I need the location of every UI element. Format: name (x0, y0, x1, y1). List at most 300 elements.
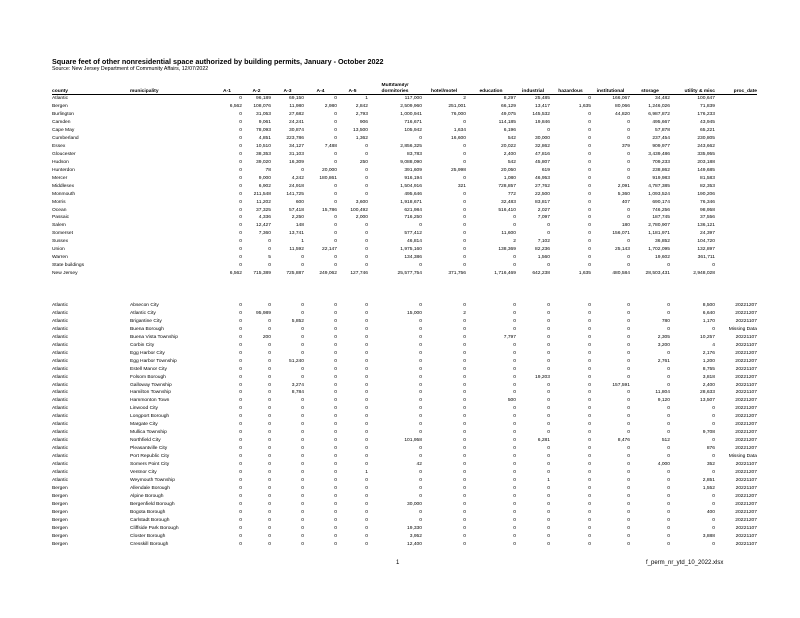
cell-col-8: 371,756 (448, 271, 466, 277)
cell-col-12: 0 (627, 120, 630, 126)
cell-col-9: 0 (513, 541, 516, 547)
cell-col-2: 0 (239, 255, 242, 261)
municipality-row (52, 342, 757, 350)
cell-col-2: 0 (239, 358, 242, 364)
cell-col-12: 0 (627, 390, 630, 396)
cell-col-14: 71,839 (700, 104, 715, 110)
cell-col-8: 25,998 (451, 167, 466, 173)
cell-col-6: 1 (365, 96, 368, 102)
cell-col-14: 81,583 (700, 175, 715, 181)
cell-col-10: 27,762 (535, 183, 550, 189)
cell-county: Atlantic (52, 374, 69, 380)
cell-col-7: 0 (419, 485, 422, 491)
cell-col-7: 621,984 (404, 207, 422, 213)
cell-col-11: 0 (588, 175, 591, 181)
cell-col-15 (715, 135, 757, 143)
municipality-row (52, 501, 757, 509)
cell-county: Atlantic (52, 326, 69, 332)
cell-municipality (130, 167, 212, 175)
cell-col-7: 46,814 (407, 239, 422, 245)
cell-col-4: 0 (301, 485, 304, 491)
cell-col-9: 516,410 (498, 207, 516, 213)
cell-col-5: 0 (334, 239, 337, 245)
cell-col-15 (715, 175, 757, 183)
cell-col-5: 0 (334, 430, 337, 436)
cell-col-4: 0 (301, 446, 304, 452)
cell-col-7: 105,942 (404, 128, 422, 133)
cell-col-6: 250 (359, 159, 368, 165)
cell-col-12: 480,584 (612, 271, 630, 277)
cell-col-10: 2,027 (537, 207, 550, 213)
municipality-row (52, 358, 757, 366)
column-header: hazardous (550, 83, 591, 95)
cell-col-11: 0 (588, 390, 591, 396)
cell-col-6: 1,362 (355, 135, 368, 141)
cell-col-11: 0 (588, 263, 591, 269)
cell-county: Bergen (52, 525, 68, 531)
cell-col-15: 20221107 (735, 318, 757, 324)
cell-col-12: 0 (627, 517, 630, 523)
cell-col-11: 0 (588, 342, 591, 348)
cell-col-13: 0 (667, 382, 670, 388)
cell-col-15: 20221207 (735, 446, 757, 452)
cell-col-10: 0 (547, 366, 550, 372)
cell-col-13: 690,174 (652, 199, 670, 205)
cell-col-6: 0 (365, 167, 368, 173)
cell-municipality (130, 135, 212, 143)
cell-col-13: 2,761 (657, 358, 670, 364)
municipality-row (52, 397, 757, 405)
cell-col-7: 1,918,671 (400, 199, 422, 205)
cell-col-11: 0 (588, 374, 591, 380)
cell-county: Atlantic (52, 350, 69, 356)
cell-col-5: 0 (334, 438, 337, 444)
cell-col-5: 0 (334, 199, 337, 205)
cell-col-13: 0 (667, 422, 670, 428)
cell-col-8: 0 (463, 326, 466, 332)
cell-col-6: 0 (365, 422, 368, 428)
cell-municipality: Margate City (130, 422, 158, 428)
cell-col-9: 0 (513, 446, 516, 452)
cell-col-2: 0 (239, 167, 242, 173)
cell-col-8: 0 (463, 533, 466, 539)
cell-col-15 (715, 238, 757, 246)
cell-col-13: 746,256 (652, 207, 670, 213)
cell-county: Atlantic (52, 414, 69, 420)
cell-municipality: Pleasantville City (130, 446, 168, 452)
cell-municipality: Somers Point City (130, 462, 170, 468)
cell-col-5: 0 (334, 159, 337, 165)
county-row (52, 127, 757, 135)
cell-col-13: 0 (667, 525, 670, 531)
cell-col-6: 100,492 (350, 207, 368, 213)
cell-col-10: 0 (547, 390, 550, 396)
municipality-row (52, 302, 757, 310)
cell-col-3: 0 (268, 303, 271, 308)
cell-col-14: 136,121 (697, 223, 715, 229)
cell-col-10: 1 (547, 477, 550, 483)
cell-col-14: 190,206 (697, 191, 715, 197)
cell-col-9: 0 (513, 477, 516, 483)
cell-municipality (130, 143, 212, 151)
cell-municipality: Carlstadt Borough (130, 517, 170, 523)
cell-col-5: 0 (334, 398, 337, 404)
cell-col-3: 0 (268, 438, 271, 444)
cell-col-3: 0 (268, 239, 271, 245)
cell-col-11: 0 (588, 231, 591, 237)
cell-col-6: 0 (365, 342, 368, 348)
cell-municipality (130, 214, 212, 222)
cell-col-8: 251,001 (448, 104, 466, 110)
cell-col-11: 0 (588, 310, 591, 316)
municipality-row (52, 485, 757, 493)
cell-col-11: 0 (588, 382, 591, 388)
cell-col-11: 0 (588, 493, 591, 499)
cell-col-2: 0 (239, 350, 242, 356)
cell-col-2: 0 (239, 215, 242, 221)
cell-col-12: 0 (627, 334, 630, 340)
cell-col-12: 0 (627, 263, 630, 269)
cell-col-14: 361,711 (697, 255, 715, 261)
cell-col-9: 0 (513, 263, 516, 269)
cell-county: Atlantic (52, 358, 69, 364)
cell-col-8: 0 (463, 358, 466, 364)
cell-municipality: Ventnor City (130, 470, 157, 476)
cell-col-12: 0 (627, 541, 630, 547)
cell-col-8: 0 (463, 151, 466, 157)
cell-col-2: 0 (239, 438, 242, 444)
cell-col-4: 0 (301, 501, 304, 507)
cell-col-13: 3,200 (657, 342, 670, 348)
cell-col-10: 0 (547, 231, 550, 237)
cell-col-15: 20221207 (735, 509, 757, 515)
cell-col-15: 20221207 (735, 470, 757, 476)
municipality-row (52, 477, 757, 485)
cell-col-5: 0 (334, 390, 337, 396)
cell-col-2: 0 (239, 334, 242, 340)
cell-col-5: 0 (334, 191, 337, 197)
cell-col-3: 0 (268, 318, 271, 324)
cell-col-10: 0 (547, 454, 550, 460)
cell-col-11: 0 (588, 143, 591, 149)
cell-col-5: 0 (334, 374, 337, 380)
cell-col-9: 114,185 (498, 120, 516, 126)
cell-col-3: 0 (268, 390, 271, 396)
cell-col-6: 0 (365, 366, 368, 372)
cell-col-13: 0 (667, 509, 670, 515)
cell-col-5: 0 (334, 470, 337, 476)
cell-col-2: 0 (239, 175, 242, 181)
cell-col-14: 3,888 (702, 533, 715, 539)
cell-col-2: 0 (239, 366, 242, 372)
cell-col-2: 0 (239, 191, 242, 197)
cell-col-7: 0 (419, 414, 422, 420)
cell-col-12: 0 (627, 414, 630, 420)
cell-col-11: 0 (588, 303, 591, 308)
cell-col-10: 19,846 (535, 120, 550, 126)
cell-col-8: 0 (463, 541, 466, 547)
cell-col-12: 0 (627, 398, 630, 404)
cell-col-10: 0 (547, 446, 550, 452)
cell-col-10: 0 (547, 414, 550, 420)
cell-col-10: 0 (547, 128, 550, 133)
cell-col-14: 9,708 (702, 430, 715, 436)
cell-col-13: 19,602 (655, 255, 670, 261)
cell-col-11: 0 (588, 128, 591, 133)
cell-col-11: 0 (588, 358, 591, 364)
cell-col-6: 0 (365, 533, 368, 539)
cell-col-11: 0 (588, 477, 591, 483)
cell-col-9: 0 (513, 422, 516, 428)
cell-col-13: 0 (667, 541, 670, 547)
cell-county: Bergen (52, 485, 68, 491)
cell-col-2: 0 (239, 517, 242, 523)
cell-col-2: 0 (239, 159, 242, 165)
cell-col-2: 0 (239, 183, 242, 189)
cell-col-12: 0 (627, 207, 630, 213)
cell-col-7: 3,952 (409, 533, 422, 539)
cell-col-9: 500 (507, 398, 516, 404)
cell-col-4: 0 (301, 541, 304, 547)
cell-col-15: 20221107 (735, 462, 757, 468)
cell-col-12: 0 (627, 318, 630, 324)
cell-col-10: 0 (547, 358, 550, 364)
cell-col-6: 0 (365, 263, 368, 269)
cell-col-3: 0 (268, 398, 271, 404)
cell-col-14: 230,805 (697, 135, 715, 141)
cell-col-9: 0 (513, 406, 516, 412)
cell-col-11: 0 (588, 454, 591, 460)
cell-county: Monmouth (52, 191, 76, 197)
cell-col-15: 20221107 (735, 477, 757, 483)
cell-municipality: Closter Borough (130, 533, 166, 539)
cell-col-2: 0 (239, 509, 242, 515)
cell-col-5: 0 (334, 454, 337, 460)
cell-col-14: 0 (712, 525, 715, 531)
cell-county: New Jersey (52, 271, 78, 277)
cell-col-6: 0 (365, 191, 368, 197)
cell-col-11: 0 (588, 533, 591, 539)
column-header: proc_date (715, 83, 757, 95)
cell-col-13: 495,667 (652, 120, 670, 126)
cell-col-4: 725,887 (286, 271, 304, 277)
cell-col-5: 0 (334, 318, 337, 324)
cell-col-11: 0 (588, 135, 591, 141)
cell-col-14: 335,955 (697, 151, 715, 157)
cell-col-4: 0 (301, 326, 304, 332)
municipality-row (52, 310, 757, 318)
cell-col-3: 0 (268, 374, 271, 380)
cell-col-13: 0 (667, 263, 670, 269)
cell-col-13: 1,181,971 (648, 231, 670, 237)
cell-col-2: 0 (239, 398, 242, 404)
cell-col-3: 0 (268, 446, 271, 452)
cell-col-8: 0 (463, 334, 466, 340)
cell-municipality: Absecon City (130, 303, 159, 308)
cell-col-13: 0 (667, 366, 670, 372)
cell-col-2: 0 (239, 231, 242, 237)
cell-col-7: 1,504,916 (400, 183, 422, 189)
cell-col-8: 0 (463, 462, 466, 468)
cell-col-15 (715, 222, 757, 230)
cell-col-6: 0 (365, 454, 368, 460)
cell-col-8: 0 (463, 199, 466, 205)
cell-col-13: 919,983 (652, 175, 670, 181)
cell-col-13: 0 (667, 485, 670, 491)
cell-col-4: 69,150 (289, 96, 304, 102)
cell-col-3: 39,020 (256, 159, 271, 165)
cell-municipality (130, 159, 212, 167)
cell-col-9: 6,196 (503, 128, 516, 133)
cell-col-7: 0 (419, 470, 422, 476)
cell-col-15: 20221107 (735, 485, 757, 491)
cell-col-10: 0 (547, 430, 550, 436)
cell-col-3: 78,093 (256, 128, 271, 133)
cell-county: Atlantic (52, 446, 69, 452)
cell-col-7: 83,783 (407, 151, 422, 157)
cell-col-10: 0 (547, 398, 550, 404)
cell-col-14: 76,346 (700, 199, 715, 205)
cell-col-9: 0 (513, 462, 516, 468)
cell-county: Bergen (52, 517, 68, 523)
cell-col-15: Missing Data (728, 326, 757, 332)
cell-col-11: 0 (588, 406, 591, 412)
county-row (52, 230, 757, 238)
cell-col-9: 0 (513, 517, 516, 523)
municipality-row (52, 493, 757, 501)
cell-col-3: 10,510 (256, 143, 271, 149)
municipality-row (52, 509, 757, 517)
cell-col-2: 6,562 (229, 104, 242, 110)
cell-col-13: 0 (667, 493, 670, 499)
cell-col-11: 0 (588, 501, 591, 507)
cell-col-11: 0 (588, 183, 591, 189)
cell-col-7: 117,000 (404, 96, 422, 102)
cell-col-9: 0 (513, 303, 516, 308)
cell-col-2: 0 (239, 541, 242, 547)
cell-col-4: 0 (301, 438, 304, 444)
cell-col-14: 43,945 (700, 120, 715, 126)
cell-col-2: 0 (239, 430, 242, 436)
page-number: 1 (396, 560, 400, 566)
cell-col-5: 20,000 (322, 167, 337, 173)
municipality-row (52, 326, 757, 334)
cell-county: Mercer (52, 175, 68, 181)
cell-col-6: 0 (365, 223, 368, 229)
cell-col-10: 0 (547, 541, 550, 547)
cell-col-5: 0 (334, 414, 337, 420)
cell-col-2: 0 (239, 143, 242, 149)
cell-col-7: 0 (419, 366, 422, 372)
cell-municipality: Galloway Township (130, 382, 172, 388)
cell-col-8: 0 (463, 350, 466, 356)
cell-county: Bergen (52, 501, 68, 507)
cell-col-4: 0 (301, 303, 304, 308)
cell-col-7: 0 (419, 517, 422, 523)
cell-col-10: 0 (547, 462, 550, 468)
cell-col-2: 0 (239, 493, 242, 499)
cell-col-2: 0 (239, 382, 242, 388)
cell-col-11: 0 (588, 215, 591, 221)
cell-col-8: 0 (463, 159, 466, 165)
cell-col-15 (715, 167, 757, 175)
cell-col-15: 20221207 (735, 438, 757, 444)
cell-col-10: 1,560 (537, 255, 550, 261)
cell-col-15: 20221207 (735, 430, 757, 436)
cell-county: State buildings (52, 263, 85, 269)
cell-col-14: 0 (712, 406, 715, 412)
report-source: Source: New Jersey Department of Community Affairs, 12/07/2022 (52, 66, 209, 72)
cell-col-7: 19,330 (407, 525, 422, 531)
cell-col-10: 0 (547, 334, 550, 340)
cell-col-7: 0 (419, 223, 422, 229)
cell-col-10: 22,500 (535, 191, 550, 197)
cell-col-13: 34,482 (655, 96, 670, 102)
cell-col-5: 0 (334, 406, 337, 412)
municipality-row (52, 350, 757, 358)
report-title: Square feet of other nonresidential space authorized by building permits, January - October 2022 (52, 57, 384, 66)
cell-col-3: 5 (268, 255, 271, 261)
cell-col-3: 4,851 (258, 135, 271, 141)
county-row (52, 270, 757, 278)
cell-municipality (130, 207, 212, 215)
cell-col-4: 0 (301, 517, 304, 523)
cell-col-9: 0 (513, 438, 516, 444)
cell-col-3: 9,000 (258, 175, 271, 181)
municipality-row (52, 334, 757, 342)
cell-col-12: 0 (627, 501, 630, 507)
cell-col-2: 0 (239, 390, 242, 396)
cell-col-5: 0 (334, 358, 337, 364)
cell-col-14: 8,500 (702, 303, 715, 308)
cell-municipality (130, 111, 212, 119)
cell-col-10: 0 (547, 406, 550, 412)
cell-col-8: 2 (463, 96, 466, 102)
cell-col-5: 0 (334, 334, 337, 340)
cell-col-9: 0 (513, 318, 516, 324)
cell-col-4: 0 (301, 414, 304, 420)
cell-col-9: 0 (513, 414, 516, 420)
cell-col-3: 6,902 (258, 183, 271, 189)
cell-col-8: 76,000 (451, 112, 466, 118)
cell-col-10: 32,862 (535, 143, 550, 149)
cell-col-13: 9,120 (657, 398, 670, 404)
cell-col-9: 0 (513, 470, 516, 476)
cell-col-15 (715, 214, 757, 222)
cell-col-13: 1,702,095 (648, 247, 670, 253)
cell-col-6: 0 (365, 509, 368, 515)
cell-col-9: 0 (513, 310, 516, 316)
cell-col-11: 0 (588, 318, 591, 324)
cell-col-3: 0 (268, 382, 271, 388)
cell-col-8: 0 (463, 366, 466, 372)
cell-col-2: 0 (239, 96, 242, 102)
cell-col-7: 716,250 (404, 215, 422, 221)
cell-col-5: 0 (334, 477, 337, 483)
cell-county: Ocean (52, 207, 67, 213)
cell-col-12: 157,591 (612, 382, 630, 388)
cell-col-12: 0 (627, 239, 630, 245)
cell-col-11: 0 (588, 207, 591, 213)
cell-col-6: 0 (365, 183, 368, 189)
cell-col-4: 4,242 (291, 175, 304, 181)
cell-col-3: 200 (262, 334, 271, 340)
cell-col-3: 0 (268, 477, 271, 483)
cell-col-11: 0 (588, 350, 591, 356)
cell-county: Hunterdon (52, 167, 75, 173)
cell-municipality: Cresskill Borough (130, 541, 169, 547)
column-header: institutional (591, 83, 630, 95)
